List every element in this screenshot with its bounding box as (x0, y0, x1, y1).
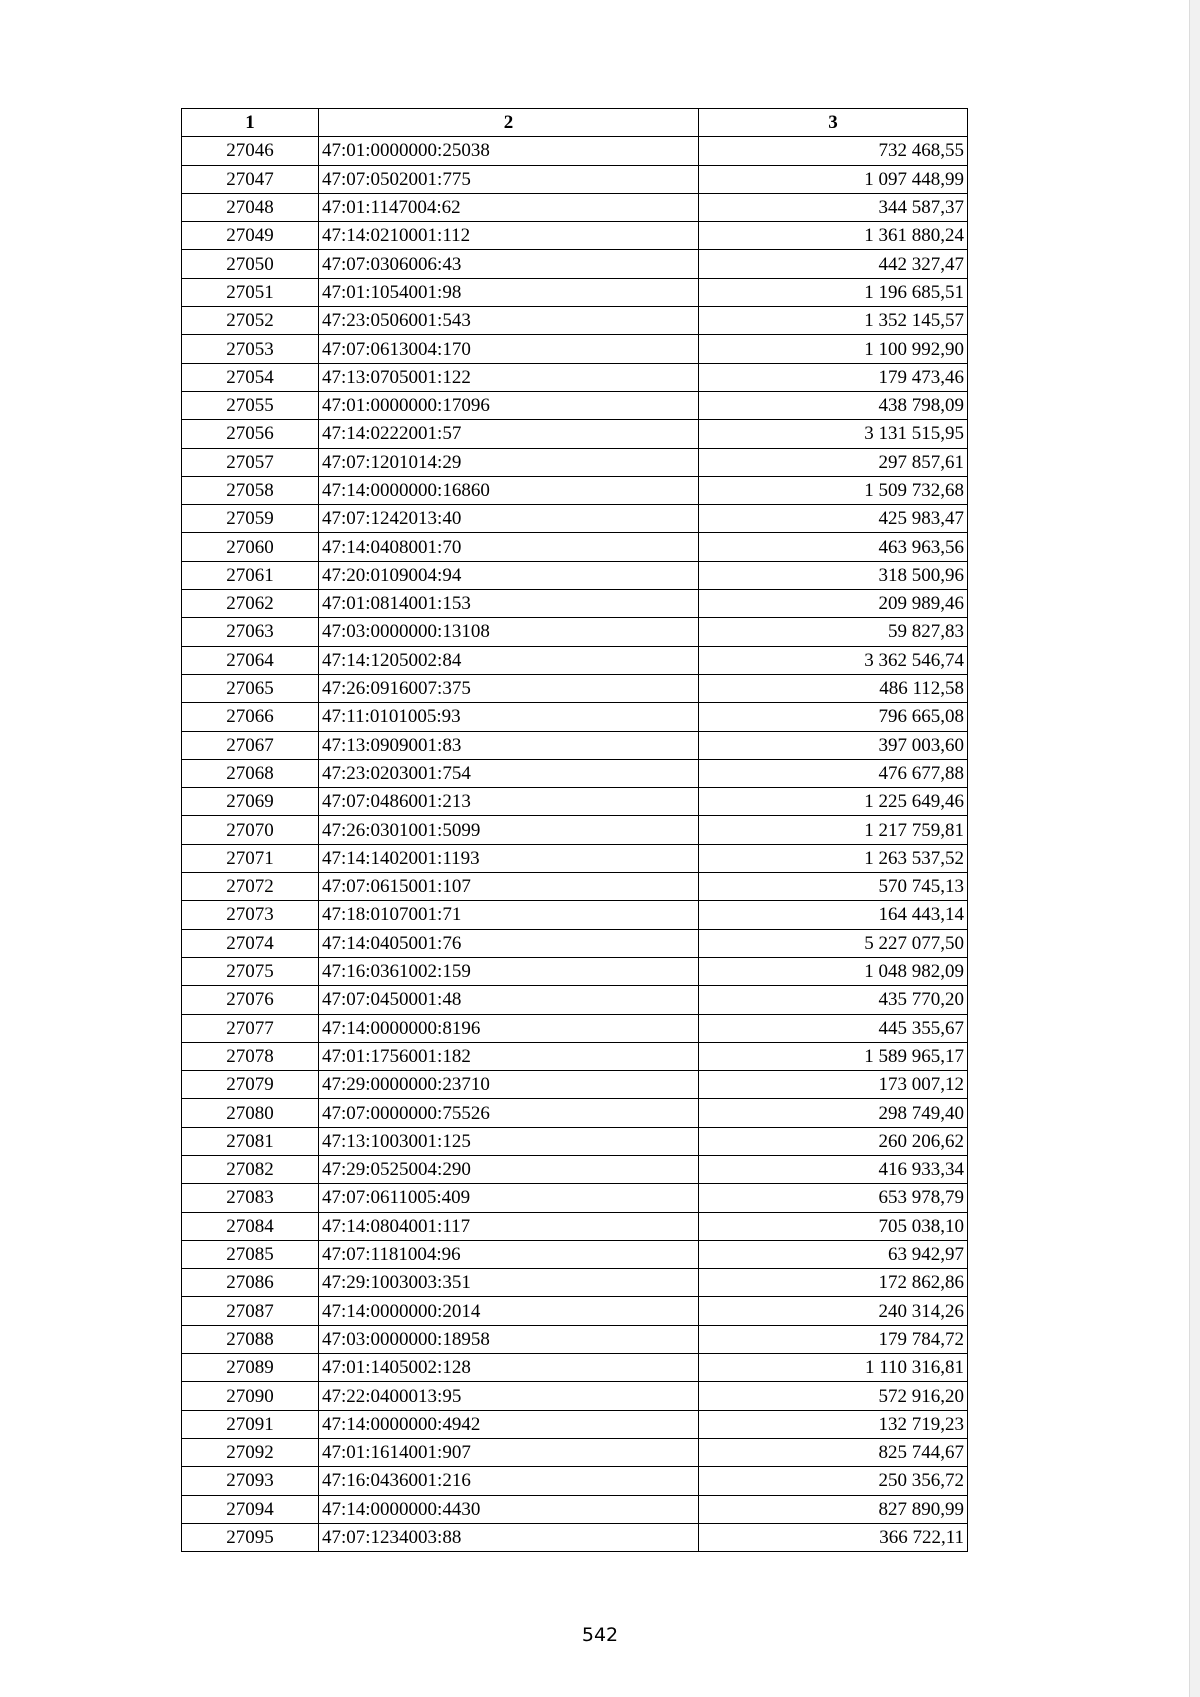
value-cell: 397 003,60 (699, 731, 968, 759)
value-cell: 240 314,26 (699, 1297, 968, 1325)
value-cell: 416 933,34 (699, 1155, 968, 1183)
column-header-2: 2 (319, 109, 699, 137)
value-cell: 1 196 685,51 (699, 278, 968, 306)
row-number-cell: 27088 (182, 1325, 319, 1353)
value-cell: 1 361 880,24 (699, 222, 968, 250)
cadastral-number-cell: 47:07:1201014:29 (319, 448, 699, 476)
table-row (182, 759, 968, 787)
cadastral-number-cell: 47:07:0450001:48 (319, 986, 699, 1014)
value-cell: 1 100 992,90 (699, 335, 968, 363)
cadastral-number-cell: 47:03:0000000:18958 (319, 1325, 699, 1353)
value-cell: 1 263 537,52 (699, 844, 968, 872)
value-cell: 463 963,56 (699, 533, 968, 561)
value-cell: 442 327,47 (699, 250, 968, 278)
table-row (182, 476, 968, 504)
row-number-cell: 27086 (182, 1269, 319, 1297)
value-cell: 653 978,79 (699, 1184, 968, 1212)
cadastral-number-cell: 47:07:1242013:40 (319, 505, 699, 533)
cadastral-number-cell: 47:14:0000000:16860 (319, 476, 699, 504)
row-number-cell: 27067 (182, 731, 319, 759)
value-cell: 1 110 316,81 (699, 1354, 968, 1382)
cadastral-number-cell: 47:14:0405001:76 (319, 929, 699, 957)
cadastral-number-cell: 47:07:0000000:75526 (319, 1099, 699, 1127)
value-cell: 344 587,37 (699, 193, 968, 221)
cadastral-number-cell: 47:26:0301001:5099 (319, 816, 699, 844)
row-number-cell: 27092 (182, 1438, 319, 1466)
table-row (182, 307, 968, 335)
cadastral-number-cell: 47:16:0361002:159 (319, 957, 699, 985)
value-cell: 425 983,47 (699, 505, 968, 533)
value-cell: 366 722,11 (699, 1523, 968, 1551)
table-row (182, 788, 968, 816)
table-row (182, 1042, 968, 1070)
column-header-1: 1 (182, 109, 319, 137)
page-number: 542 (581, 1624, 619, 1646)
value-cell: 318 500,96 (699, 561, 968, 589)
cadastral-number-cell: 47:07:0611005:409 (319, 1184, 699, 1212)
cadastral-number-cell: 47:18:0107001:71 (319, 901, 699, 929)
table-row (182, 250, 968, 278)
table-row (182, 278, 968, 306)
value-cell: 1 589 965,17 (699, 1042, 968, 1070)
cadastral-number-cell: 47:07:0306006:43 (319, 250, 699, 278)
table-row (182, 505, 968, 533)
row-number-cell: 27095 (182, 1523, 319, 1551)
cadastral-number-cell: 47:07:1234003:88 (319, 1523, 699, 1551)
cadastral-number-cell: 47:14:0210001:112 (319, 222, 699, 250)
table-row (182, 986, 968, 1014)
value-cell: 209 989,46 (699, 590, 968, 618)
cadastral-number-cell: 47:01:1405002:128 (319, 1354, 699, 1382)
table-row (182, 873, 968, 901)
cadastral-number-cell: 47:20:0109004:94 (319, 561, 699, 589)
row-number-cell: 27090 (182, 1382, 319, 1410)
row-number-cell: 27050 (182, 250, 319, 278)
table-row (182, 448, 968, 476)
row-number-cell: 27059 (182, 505, 319, 533)
row-number-cell: 27076 (182, 986, 319, 1014)
table-row (182, 193, 968, 221)
value-cell: 298 749,40 (699, 1099, 968, 1127)
table-row (182, 1071, 968, 1099)
cadastral-number-cell: 47:13:0909001:83 (319, 731, 699, 759)
table-header (182, 109, 968, 137)
value-cell: 1 217 759,81 (699, 816, 968, 844)
cadastral-number-cell: 47:01:0814001:153 (319, 590, 699, 618)
value-cell: 132 719,23 (699, 1410, 968, 1438)
cadastral-number-cell: 47:14:0222001:57 (319, 420, 699, 448)
row-number-cell: 27075 (182, 957, 319, 985)
row-number-cell: 27060 (182, 533, 319, 561)
cadastral-number-cell: 47:07:0615001:107 (319, 873, 699, 901)
cadastral-number-cell: 47:07:0613004:170 (319, 335, 699, 363)
cadastral-number-cell: 47:14:0408001:70 (319, 533, 699, 561)
table-row (182, 1014, 968, 1042)
row-number-cell: 27072 (182, 873, 319, 901)
table-row (182, 363, 968, 391)
table-row (182, 137, 968, 165)
value-cell: 438 798,09 (699, 391, 968, 419)
row-number-cell: 27077 (182, 1014, 319, 1042)
row-number-cell: 27055 (182, 391, 319, 419)
value-cell: 5 227 077,50 (699, 929, 968, 957)
table-row (182, 335, 968, 363)
cadastral-number-cell: 47:01:1756001:182 (319, 1042, 699, 1070)
cadastral-number-cell: 47:01:1147004:62 (319, 193, 699, 221)
row-number-cell: 27073 (182, 901, 319, 929)
row-number-cell: 27063 (182, 618, 319, 646)
table-row (182, 1099, 968, 1127)
row-number-cell: 27058 (182, 476, 319, 504)
value-cell: 486 112,58 (699, 674, 968, 702)
value-cell: 59 827,83 (699, 618, 968, 646)
cadastral-number-cell: 47:29:1003003:351 (319, 1269, 699, 1297)
value-cell: 164 443,14 (699, 901, 968, 929)
row-number-cell: 27047 (182, 165, 319, 193)
cadastral-number-cell: 47:14:0000000:8196 (319, 1014, 699, 1042)
table-row (182, 420, 968, 448)
header-row (182, 109, 968, 137)
row-number-cell: 27091 (182, 1410, 319, 1438)
table-row (182, 844, 968, 872)
value-cell: 827 890,99 (699, 1495, 968, 1523)
row-number-cell: 27094 (182, 1495, 319, 1523)
table-row (182, 1354, 968, 1382)
value-cell: 3 362 546,74 (699, 646, 968, 674)
value-cell: 445 355,67 (699, 1014, 968, 1042)
row-number-cell: 27069 (182, 788, 319, 816)
value-cell: 172 862,86 (699, 1269, 968, 1297)
value-cell: 173 007,12 (699, 1071, 968, 1099)
table-row (182, 1155, 968, 1183)
row-number-cell: 27087 (182, 1297, 319, 1325)
registry-table (181, 108, 968, 1552)
row-number-cell: 27079 (182, 1071, 319, 1099)
cadastral-number-cell: 47:01:0000000:17096 (319, 391, 699, 419)
row-number-cell: 27048 (182, 193, 319, 221)
value-cell: 1 352 145,57 (699, 307, 968, 335)
cadastral-number-cell: 47:14:0000000:4942 (319, 1410, 699, 1438)
row-number-cell: 27068 (182, 759, 319, 787)
cadastral-number-cell: 47:13:0705001:122 (319, 363, 699, 391)
cadastral-number-cell: 47:14:1205002:84 (319, 646, 699, 674)
value-cell: 435 770,20 (699, 986, 968, 1014)
cadastral-number-cell: 47:07:0486001:213 (319, 788, 699, 816)
row-number-cell: 27064 (182, 646, 319, 674)
table-row (182, 703, 968, 731)
value-cell: 260 206,62 (699, 1127, 968, 1155)
table-row (182, 1325, 968, 1353)
table-row (182, 165, 968, 193)
value-cell: 179 473,46 (699, 363, 968, 391)
row-number-cell: 27081 (182, 1127, 319, 1155)
value-cell: 825 744,67 (699, 1438, 968, 1466)
cadastral-number-cell: 47:22:0400013:95 (319, 1382, 699, 1410)
table-row (182, 1184, 968, 1212)
table-row (182, 1382, 968, 1410)
cadastral-number-cell: 47:11:0101005:93 (319, 703, 699, 731)
value-cell: 3 131 515,95 (699, 420, 968, 448)
table-row (182, 1269, 968, 1297)
row-number-cell: 27056 (182, 420, 319, 448)
cadastral-number-cell: 47:16:0436001:216 (319, 1467, 699, 1495)
cadastral-number-cell: 47:01:1054001:98 (319, 278, 699, 306)
row-number-cell: 27093 (182, 1467, 319, 1495)
table-row (182, 1212, 968, 1240)
value-cell: 1 509 732,68 (699, 476, 968, 504)
table-row (182, 391, 968, 419)
row-number-cell: 27054 (182, 363, 319, 391)
table-row (182, 618, 968, 646)
row-number-cell: 27080 (182, 1099, 319, 1127)
row-number-cell: 27071 (182, 844, 319, 872)
viewer-edge (1189, 0, 1200, 1697)
row-number-cell: 27078 (182, 1042, 319, 1070)
value-cell: 179 784,72 (699, 1325, 968, 1353)
table-body (182, 137, 968, 1552)
row-number-cell: 27053 (182, 335, 319, 363)
table-row (182, 1523, 968, 1551)
row-number-cell: 27062 (182, 590, 319, 618)
table-row (182, 561, 968, 589)
cadastral-number-cell: 47:01:0000000:25038 (319, 137, 699, 165)
table-row (182, 222, 968, 250)
table-row (182, 1127, 968, 1155)
table-row (182, 1240, 968, 1268)
value-cell: 1 225 649,46 (699, 788, 968, 816)
table-row (182, 816, 968, 844)
value-cell: 1 097 448,99 (699, 165, 968, 193)
row-number-cell: 27065 (182, 674, 319, 702)
row-number-cell: 27057 (182, 448, 319, 476)
table-row (182, 929, 968, 957)
cadastral-number-cell: 47:23:0203001:754 (319, 759, 699, 787)
value-cell: 796 665,08 (699, 703, 968, 731)
value-cell: 732 468,55 (699, 137, 968, 165)
value-cell: 476 677,88 (699, 759, 968, 787)
table-row (182, 731, 968, 759)
row-number-cell: 27085 (182, 1240, 319, 1268)
row-number-cell: 27046 (182, 137, 319, 165)
value-cell: 570 745,13 (699, 873, 968, 901)
row-number-cell: 27070 (182, 816, 319, 844)
table-row (182, 1467, 968, 1495)
cadastral-number-cell: 47:14:1402001:1193 (319, 844, 699, 872)
cadastral-number-cell: 47:23:0506001:543 (319, 307, 699, 335)
row-number-cell: 27052 (182, 307, 319, 335)
cadastral-number-cell: 47:03:0000000:13108 (319, 618, 699, 646)
table-row (182, 1297, 968, 1325)
cadastral-number-cell: 47:14:0000000:4430 (319, 1495, 699, 1523)
table-row (182, 1495, 968, 1523)
row-number-cell: 27061 (182, 561, 319, 589)
cadastral-number-cell: 47:13:1003001:125 (319, 1127, 699, 1155)
row-number-cell: 27089 (182, 1354, 319, 1382)
table-row (182, 1438, 968, 1466)
table-row (182, 1410, 968, 1438)
table-row (182, 590, 968, 618)
cadastral-number-cell: 47:29:0000000:23710 (319, 1071, 699, 1099)
row-number-cell: 27082 (182, 1155, 319, 1183)
table-row (182, 901, 968, 929)
table-row (182, 646, 968, 674)
value-cell: 1 048 982,09 (699, 957, 968, 985)
value-cell: 250 356,72 (699, 1467, 968, 1495)
column-header-3: 3 (699, 109, 968, 137)
table-row (182, 674, 968, 702)
row-number-cell: 27084 (182, 1212, 319, 1240)
row-number-cell: 27074 (182, 929, 319, 957)
value-cell: 705 038,10 (699, 1212, 968, 1240)
row-number-cell: 27066 (182, 703, 319, 731)
row-number-cell: 27051 (182, 278, 319, 306)
row-number-cell: 27049 (182, 222, 319, 250)
cadastral-number-cell: 47:26:0916007:375 (319, 674, 699, 702)
cadastral-number-cell: 47:29:0525004:290 (319, 1155, 699, 1183)
cadastral-number-cell: 47:07:1181004:96 (319, 1240, 699, 1268)
row-number-cell: 27083 (182, 1184, 319, 1212)
table-row (182, 533, 968, 561)
value-cell: 572 916,20 (699, 1382, 968, 1410)
cadastral-number-cell: 47:14:0000000:2014 (319, 1297, 699, 1325)
value-cell: 63 942,97 (699, 1240, 968, 1268)
value-cell: 297 857,61 (699, 448, 968, 476)
cadastral-number-cell: 47:14:0804001:117 (319, 1212, 699, 1240)
cadastral-number-cell: 47:07:0502001:775 (319, 165, 699, 193)
table-row (182, 957, 968, 985)
cadastral-number-cell: 47:01:1614001:907 (319, 1438, 699, 1466)
